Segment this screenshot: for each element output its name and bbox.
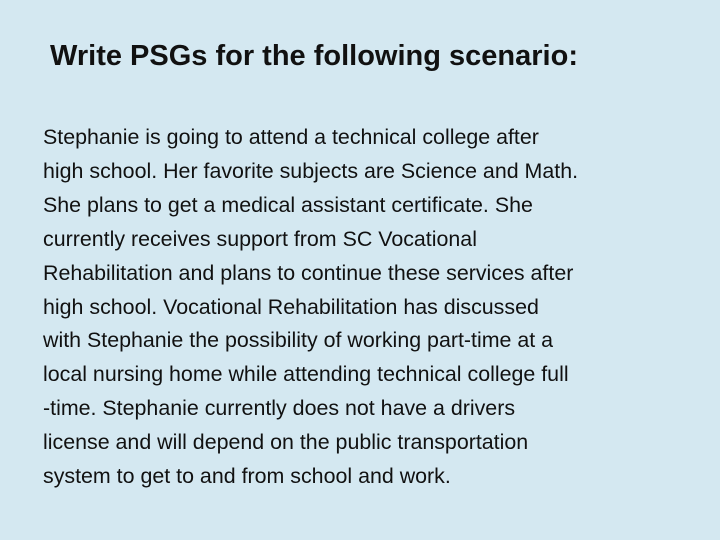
slide-title: Write PSGs for the following scenario: (50, 40, 578, 72)
scenario-line: Rehabilitation and plans to continue these services after (43, 260, 574, 285)
scenario-line: Stephanie is going to attend a technical college after (43, 125, 539, 149)
scenario-paragraph (43, 121, 703, 494)
scenario-line: with Stephanie the possibility of working part-time at a (43, 328, 554, 353)
scenario-line: local nursing home while attending technical college full (43, 362, 569, 387)
scenario-line: -time. Stephanie currently does not have a drivers (43, 396, 516, 421)
scenario-line: license and will depend on the public transportation (43, 430, 529, 455)
scenario-line: currently receives support from SC Vocational (43, 226, 477, 251)
scenario-line: She plans to get a medical assistant certificate. She (43, 192, 533, 217)
scenario-line: high school. Vocational Rehabilitation has discussed (43, 294, 539, 319)
scenario-line: high school. Her favorite subjects are Science and Math. (43, 158, 579, 183)
scenario-line: system to get to and from school and work. (43, 464, 451, 489)
